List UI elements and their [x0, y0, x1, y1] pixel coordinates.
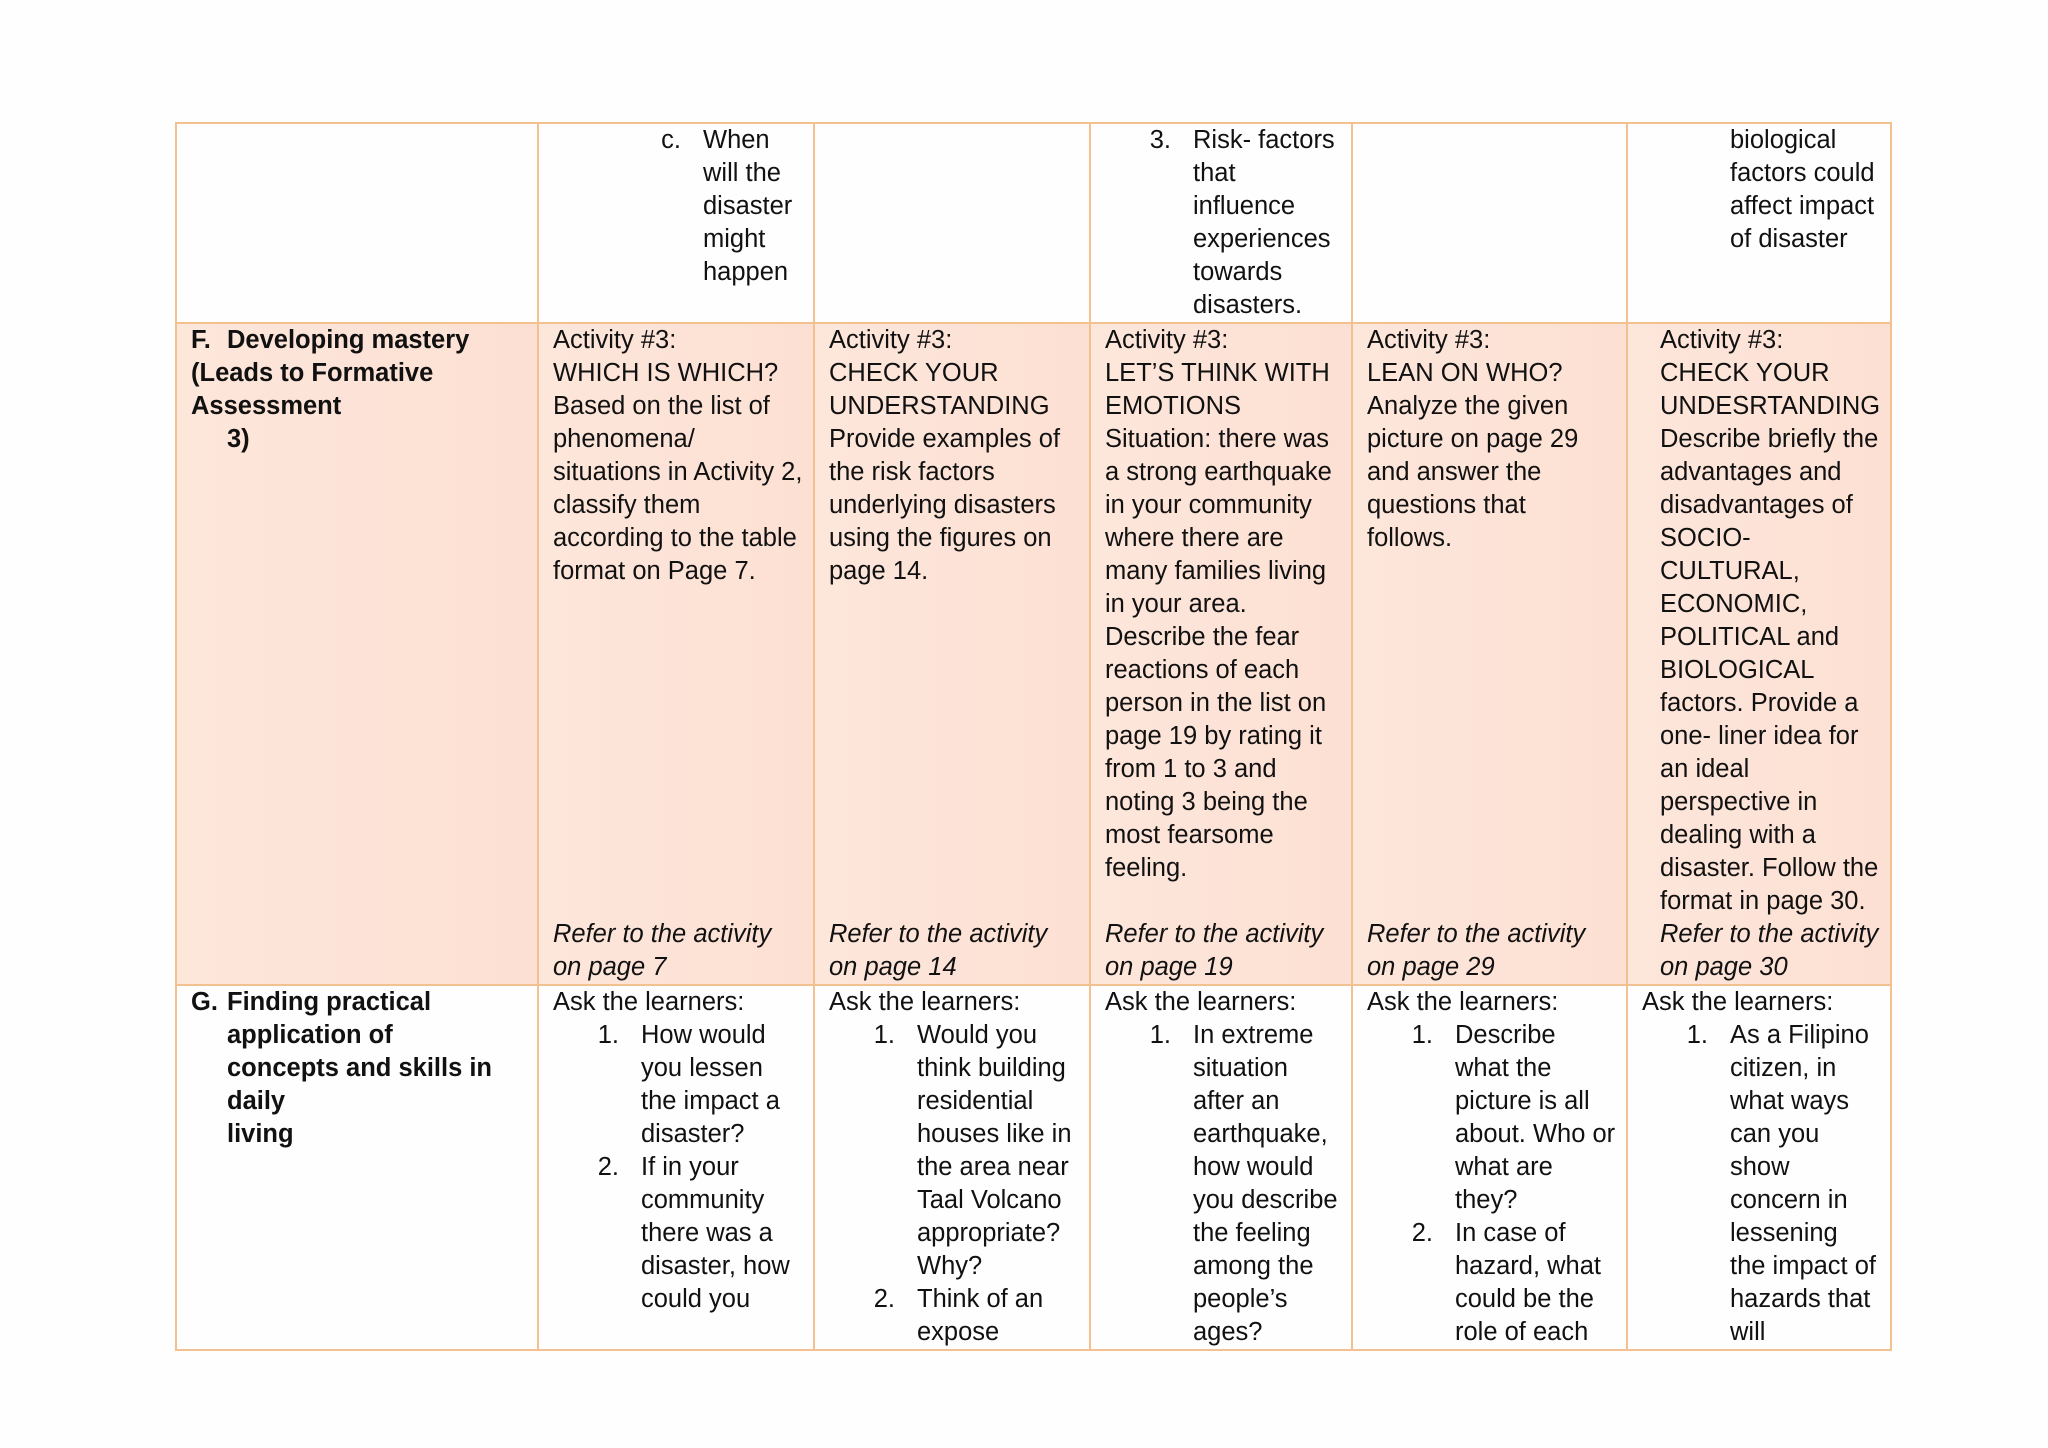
row-title: Finding practical application of: [227, 988, 432, 1049]
row-subtitle-cont: 3): [227, 425, 250, 453]
row-label-g: [176, 985, 538, 1350]
list-item: [553, 1151, 803, 1316]
activity-reference: Refer to the activity on page 7: [553, 920, 772, 981]
list-item: [1105, 124, 1341, 322]
activity-instructions: Situation: there was a strong earthquake in your community where there are many families living in your area. Describe the fear reactions of each person in the list on page 19 by rating it from 1 to 3 and noting 3 being the most fearsome feeling.: [1105, 425, 1332, 882]
activity-title: CHECK YOUR UNDESRTANDING: [1660, 359, 1881, 420]
activity-number: Activity #3:: [553, 326, 677, 354]
list-text: Risk- factors that influence experiences towards disasters.: [1193, 126, 1335, 319]
list-item: [553, 124, 803, 289]
list-marker: 2.: [597, 1153, 619, 1181]
continuation-row: [176, 123, 1891, 323]
list-text: When will the disaster might happen: [703, 126, 793, 286]
activity-cell: [1627, 323, 1891, 985]
list-text: In extreme situation after an earthquake, how would you describe the feeling among the people’s ages?: [1193, 1021, 1338, 1346]
row-title-cont: concepts and skills in daily: [227, 1054, 492, 1115]
activity-instructions: Describe briefly the advantages and disadvantages of SOCIO- CULTURAL, ECONOMIC, POLITICAL and BIOLOGICAL factors. Provide a one- liner idea for an ideal perspective in dealing with a disaster. Follow the format in page 30.: [1660, 425, 1879, 915]
list-text: Would you think building residential houses like in the area near Taal Volcano appropriate? Why?: [917, 1021, 1072, 1280]
list-marker: 1.: [873, 1021, 895, 1049]
question-intro: Ask the learners:: [1105, 988, 1297, 1016]
activity-reference: Refer to the activity on page 19: [1105, 920, 1324, 981]
list-marker: 1.: [1149, 1021, 1171, 1049]
list-text: If in your community there was a disaster, how could you: [641, 1153, 790, 1313]
activity-cell: [1352, 323, 1627, 985]
question-cell: [1627, 985, 1891, 1350]
question-intro: Ask the learners:: [1367, 988, 1559, 1016]
question-cell: [1090, 985, 1352, 1350]
list-item: [1367, 1019, 1616, 1217]
list-marker: 1.: [1686, 1021, 1708, 1049]
list-marker: 1.: [597, 1021, 619, 1049]
activity-reference: Refer to the activity on page 30: [1660, 920, 1879, 981]
cont-cell-1: [538, 123, 814, 323]
question-intro: Ask the learners:: [829, 988, 1021, 1016]
cont-cell-2: [814, 123, 1090, 323]
activity-cell: [1090, 323, 1352, 985]
cont-cell-4: [1352, 123, 1627, 323]
list-item: [829, 1283, 1079, 1349]
row-developing-mastery: [176, 323, 1891, 985]
list-item: [829, 1019, 1079, 1283]
question-cell: [538, 985, 814, 1350]
lesson-plan-table: [175, 122, 1892, 1351]
activity-instructions: Analyze the given picture on page 29 and answer the questions that follows.: [1367, 392, 1579, 552]
list-marker: 1.: [1411, 1021, 1433, 1049]
row-title: Developing mastery: [227, 326, 470, 354]
activity-title: CHECK YOUR UNDERSTANDING: [829, 359, 1050, 420]
activity-number: Activity #3:: [829, 326, 953, 354]
activity-title: WHICH IS WHICH?: [553, 359, 779, 387]
activity-reference: Refer to the activity on page 14: [829, 920, 1048, 981]
question-intro: Ask the learners:: [553, 988, 745, 1016]
list-marker: c.: [661, 126, 681, 154]
row-letter: F.: [191, 326, 211, 354]
row-title-cont: living: [227, 1120, 294, 1148]
row-letter: G.: [191, 988, 218, 1016]
row-practical-application: [176, 985, 1891, 1350]
activity-number: Activity #3:: [1105, 326, 1229, 354]
list-item: [1105, 1019, 1341, 1349]
list-text: In case of hazard, what could be the role of each: [1455, 1219, 1602, 1346]
list-item: [1642, 1019, 1880, 1349]
cont-label-cell: [176, 123, 538, 323]
list-marker: 2.: [873, 1285, 895, 1313]
list-marker: 2.: [1411, 1219, 1433, 1247]
question-intro: Ask the learners:: [1642, 988, 1834, 1016]
activity-title: LET’S THINK WITH EMOTIONS: [1105, 359, 1330, 420]
activity-number: Activity #3:: [1367, 326, 1491, 354]
list-item: [1367, 1217, 1616, 1349]
activity-title: LEAN ON WHO?: [1367, 359, 1563, 387]
question-cell: [1352, 985, 1627, 1350]
list-text: As a Filipino citizen, in what ways can you show concern in lessening the impact of hazards that will: [1730, 1021, 1876, 1346]
cont-cell-3: [1090, 123, 1352, 323]
list-marker: 3.: [1149, 126, 1171, 154]
activity-reference: Refer to the activity on page 29: [1367, 920, 1586, 981]
activity-cell: [538, 323, 814, 985]
activity-number: Activity #3:: [1660, 326, 1784, 354]
row-label-f: [176, 323, 538, 985]
activity-cell: [814, 323, 1090, 985]
activity-instructions: Based on the list of phenomena/ situations in Activity 2, classify them according to the table format on Page 7.: [553, 392, 803, 585]
list-item: [553, 1019, 803, 1151]
cont-text: biological factors could affect impact of disaster: [1730, 126, 1875, 253]
list-text: Describe what the picture is all about. Who or what are they?: [1455, 1021, 1616, 1214]
row-subtitle: (Leads to Formative Assessment: [191, 359, 434, 420]
list-text: Think of an expose: [917, 1285, 1044, 1346]
question-cell: [814, 985, 1090, 1350]
cont-cell-5: [1627, 123, 1891, 323]
list-text: How would you lessen the impact a disaster?: [641, 1021, 780, 1148]
activity-instructions: Provide examples of the risk factors underlying disasters using the figures on page 14.: [829, 425, 1061, 585]
